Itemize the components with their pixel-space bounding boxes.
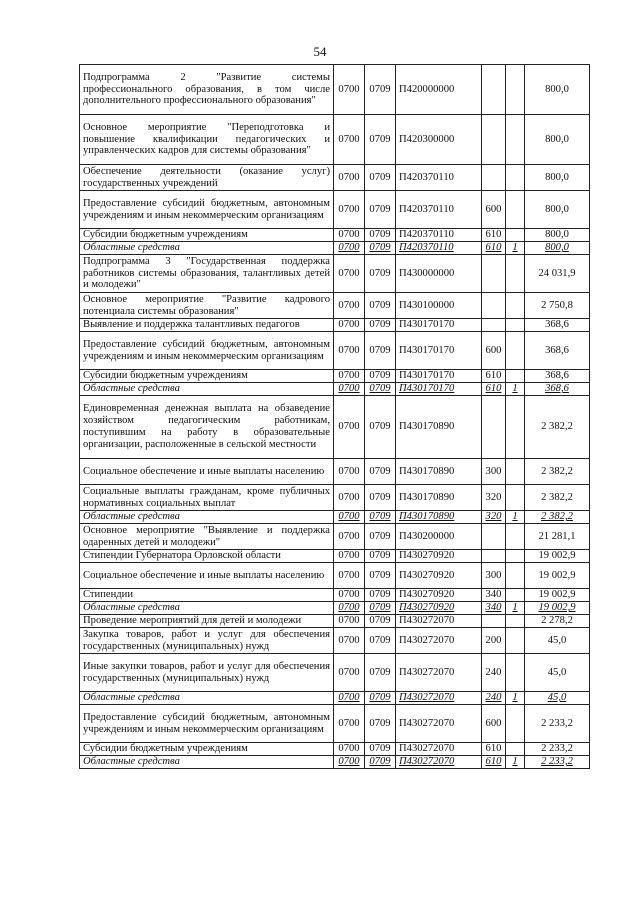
row-target-code-cell: П430272070 [396,615,482,628]
table-row [80,550,590,563]
table-row [80,615,590,628]
row-source-cell [506,743,525,756]
row-amount-cell: 800,0 [525,229,590,242]
row-expense-type-cell: 610 [482,756,506,769]
row-name-cell: Социальные выплаты гражданам, кроме публичных нормативных социальных выплат [80,485,334,511]
row-subsection-cell: 0709 [365,242,396,255]
row-section-cell: 0700 [334,242,365,255]
row-subsection-cell: 0709 [365,692,396,705]
row-name-cell: Проведение мероприятий для детей и молодежи [80,615,334,628]
row-name-cell: Областные средства [80,692,334,705]
row-name-cell: Подпрограмма 3 "Государственная поддержка работников системы образования, талантливых детей и молодежи" [80,255,334,293]
row-name-cell: Субсидии бюджетным учреждениям [80,229,334,242]
table-row [80,692,590,705]
row-expense-type-cell [482,65,506,115]
row-expense-type-cell: 610 [482,370,506,383]
table-row [80,242,590,255]
row-expense-type-cell: 200 [482,628,506,654]
table-row [80,293,590,319]
row-expense-type-cell: 320 [482,485,506,511]
row-expense-type-cell: 240 [482,692,506,705]
row-target-code-cell: П430270920 [396,550,482,563]
row-source-cell: 1 [506,242,525,255]
row-expense-type-cell: 610 [482,743,506,756]
row-subsection-cell: 0709 [365,332,396,370]
row-target-code-cell: П420370110 [396,191,482,229]
table-row [80,115,590,165]
row-source-cell [506,332,525,370]
row-subsection-cell: 0709 [365,563,396,589]
row-section-cell: 0700 [334,705,365,743]
row-name-cell: Основное мероприятие "Выявление и поддержка одаренных детей и молодежи" [80,524,334,550]
table-row [80,602,590,615]
row-section-cell: 0700 [334,165,365,191]
row-expense-type-cell [482,115,506,165]
row-subsection-cell: 0709 [365,654,396,692]
row-expense-type-cell [482,524,506,550]
row-name-cell: Областные средства [80,511,334,524]
row-source-cell [506,654,525,692]
row-expense-type-cell: 600 [482,332,506,370]
row-target-code-cell: П430272070 [396,705,482,743]
row-expense-type-cell: 240 [482,654,506,692]
row-expense-type-cell: 300 [482,563,506,589]
row-section-cell: 0700 [334,319,365,332]
table-row [80,743,590,756]
row-target-code-cell: П430272070 [396,654,482,692]
row-section-cell: 0700 [334,255,365,293]
row-name-cell: Областные средства [80,242,334,255]
table-row [80,756,590,769]
row-amount-cell: 2 382,2 [525,459,590,485]
row-source-cell [506,396,525,459]
table-row [80,654,590,692]
row-subsection-cell: 0709 [365,293,396,319]
row-subsection-cell: 0709 [365,370,396,383]
budget-table-body [80,65,590,769]
row-source-cell [506,485,525,511]
row-name-cell: Предоставление субсидий бюджетным, автономным учреждениям и иным некоммерческим организациям [80,705,334,743]
row-section-cell: 0700 [334,65,365,115]
row-expense-type-cell: 340 [482,602,506,615]
row-amount-cell: 800,0 [525,242,590,255]
row-subsection-cell: 0709 [365,756,396,769]
row-amount-cell: 19 002,9 [525,550,590,563]
row-source-cell: 1 [506,692,525,705]
row-section-cell: 0700 [334,589,365,602]
row-name-cell: Стипендии Губернатора Орловской области [80,550,334,563]
row-source-cell [506,319,525,332]
row-section-cell: 0700 [334,396,365,459]
row-expense-type-cell [482,165,506,191]
row-amount-cell: 45,0 [525,628,590,654]
table-row [80,370,590,383]
row-target-code-cell: П420370110 [396,229,482,242]
row-expense-type-cell [482,293,506,319]
row-subsection-cell: 0709 [365,705,396,743]
row-source-cell: 1 [506,756,525,769]
row-expense-type-cell [482,615,506,628]
row-subsection-cell: 0709 [365,743,396,756]
row-target-code-cell: П420300000 [396,115,482,165]
row-source-cell: 1 [506,383,525,396]
row-name-cell: Субсидии бюджетным учреждениям [80,743,334,756]
row-target-code-cell: П430170890 [396,485,482,511]
row-source-cell [506,589,525,602]
row-amount-cell: 2 382,2 [525,485,590,511]
row-amount-cell: 19 002,9 [525,563,590,589]
table-row [80,459,590,485]
table-row [80,332,590,370]
row-subsection-cell: 0709 [365,602,396,615]
row-amount-cell: 2 278,2 [525,615,590,628]
row-subsection-cell: 0709 [365,550,396,563]
row-amount-cell: 368,6 [525,319,590,332]
row-section-cell: 0700 [334,628,365,654]
row-expense-type-cell: 600 [482,705,506,743]
row-section-cell: 0700 [334,383,365,396]
table-row [80,589,590,602]
table-row [80,485,590,511]
row-target-code-cell: П430272070 [396,756,482,769]
budget-table [79,64,590,769]
row-target-code-cell: П420000000 [396,65,482,115]
table-row [80,229,590,242]
row-expense-type-cell: 320 [482,511,506,524]
page-number: 54 [313,44,327,59]
row-expense-type-cell: 610 [482,383,506,396]
row-section-cell: 0700 [334,511,365,524]
row-subsection-cell: 0709 [365,255,396,293]
row-amount-cell: 800,0 [525,165,590,191]
row-section-cell: 0700 [334,524,365,550]
row-name-cell: Предоставление субсидий бюджетным, автономным учреждениям и иным некоммерческим организациям [80,191,334,229]
row-source-cell [506,615,525,628]
row-subsection-cell: 0709 [365,628,396,654]
row-name-cell: Областные средства [80,756,334,769]
row-name-cell: Субсидии бюджетным учреждениям [80,370,334,383]
row-name-cell: Обеспечение деятельности (оказание услуг) государственных учреждений [80,165,334,191]
row-source-cell [506,229,525,242]
row-section-cell: 0700 [334,293,365,319]
table-row [80,524,590,550]
row-target-code-cell: П430170170 [396,370,482,383]
row-subsection-cell: 0709 [365,229,396,242]
row-source-cell [506,705,525,743]
row-subsection-cell: 0709 [365,485,396,511]
row-section-cell: 0700 [334,332,365,370]
row-expense-type-cell: 300 [482,459,506,485]
row-amount-cell: 2 233,2 [525,756,590,769]
row-target-code-cell: П430270920 [396,589,482,602]
table-row [80,165,590,191]
row-expense-type-cell: 610 [482,229,506,242]
row-expense-type-cell [482,550,506,563]
table-row [80,705,590,743]
row-name-cell: Областные средства [80,602,334,615]
row-target-code-cell: П430272070 [396,692,482,705]
row-section-cell: 0700 [334,191,365,229]
row-section-cell: 0700 [334,115,365,165]
row-target-code-cell: П430170170 [396,383,482,396]
row-amount-cell: 2 233,2 [525,743,590,756]
row-name-cell: Социальное обеспечение и иные выплаты населению [80,563,334,589]
row-amount-cell: 368,6 [525,370,590,383]
row-source-cell [506,293,525,319]
row-subsection-cell: 0709 [365,615,396,628]
row-target-code-cell: П420370110 [396,165,482,191]
row-source-cell: 1 [506,602,525,615]
row-target-code-cell: П430270920 [396,563,482,589]
table-row [80,628,590,654]
row-target-code-cell: П420370110 [396,242,482,255]
row-subsection-cell: 0709 [365,165,396,191]
row-target-code-cell: П430272070 [396,743,482,756]
row-section-cell: 0700 [334,743,365,756]
row-source-cell [506,524,525,550]
row-target-code-cell: П430170170 [396,319,482,332]
row-amount-cell: 2 382,2 [525,511,590,524]
table-row [80,511,590,524]
table-row [80,563,590,589]
row-subsection-cell: 0709 [365,511,396,524]
row-section-cell: 0700 [334,485,365,511]
row-source-cell: 1 [506,511,525,524]
row-expense-type-cell: 610 [482,242,506,255]
row-subsection-cell: 0709 [365,524,396,550]
row-name-cell: Основное мероприятие "Переподготовка и повышение квалификации педагогических и управленческих кадров для системы образования" [80,115,334,165]
row-name-cell: Иные закупки товаров, работ и услуг для обеспечения государственных (муниципальных) нужд [80,654,334,692]
row-name-cell: Областные средства [80,383,334,396]
row-section-cell: 0700 [334,550,365,563]
table-row [80,319,590,332]
row-subsection-cell: 0709 [365,459,396,485]
row-expense-type-cell [482,319,506,332]
row-expense-type-cell: 340 [482,589,506,602]
row-target-code-cell: П430272070 [396,628,482,654]
row-amount-cell: 45,0 [525,692,590,705]
row-section-cell: 0700 [334,602,365,615]
row-target-code-cell: П430170890 [396,459,482,485]
row-subsection-cell: 0709 [365,115,396,165]
row-section-cell: 0700 [334,229,365,242]
row-amount-cell: 800,0 [525,115,590,165]
row-name-cell: Единовременная денежная выплата на обзаведение хозяйством педагогическим работникам, поступившим на работу в образовательные организации, расположенные в сельской местности [80,396,334,459]
row-target-code-cell: П430170170 [396,332,482,370]
row-section-cell: 0700 [334,654,365,692]
row-amount-cell: 2 233,2 [525,705,590,743]
row-source-cell [506,370,525,383]
table-row [80,65,590,115]
row-target-code-cell: П430200000 [396,524,482,550]
row-section-cell: 0700 [334,692,365,705]
row-name-cell: Выявление и поддержка талантливых педагогов [80,319,334,332]
row-amount-cell: 2 382,2 [525,396,590,459]
row-target-code-cell: П430100000 [396,293,482,319]
row-subsection-cell: 0709 [365,589,396,602]
row-amount-cell: 2 750,8 [525,293,590,319]
row-name-cell: Закупка товаров, работ и услуг для обеспечения государственных (муниципальных) нужд [80,628,334,654]
row-subsection-cell: 0709 [365,383,396,396]
row-source-cell [506,165,525,191]
row-name-cell: Социальное обеспечение и иные выплаты населению [80,459,334,485]
row-name-cell: Стипендии [80,589,334,602]
row-expense-type-cell: 600 [482,191,506,229]
row-source-cell [506,255,525,293]
row-section-cell: 0700 [334,615,365,628]
row-source-cell [506,191,525,229]
row-name-cell: Основное мероприятие "Развитие кадрового потенциала системы образования" [80,293,334,319]
row-amount-cell: 19 002,9 [525,602,590,615]
row-amount-cell: 800,0 [525,65,590,115]
row-source-cell [506,459,525,485]
row-amount-cell: 368,6 [525,383,590,396]
row-amount-cell: 21 281,1 [525,524,590,550]
row-amount-cell: 19 002,9 [525,589,590,602]
row-source-cell [506,115,525,165]
row-section-cell: 0700 [334,459,365,485]
row-expense-type-cell [482,396,506,459]
row-amount-cell: 368,6 [525,332,590,370]
row-source-cell [506,628,525,654]
row-subsection-cell: 0709 [365,65,396,115]
row-target-code-cell: П430270920 [396,602,482,615]
row-subsection-cell: 0709 [365,191,396,229]
row-name-cell: Предоставление субсидий бюджетным, автономным учреждениям и иным некоммерческим организациям [80,332,334,370]
row-amount-cell: 45,0 [525,654,590,692]
row-target-code-cell: П430170890 [396,511,482,524]
row-source-cell [506,563,525,589]
row-source-cell [506,550,525,563]
row-name-cell: Подпрограмма 2 "Развитие системы профессионального образования, в том числе дополнительного профессионального образования" [80,65,334,115]
table-row [80,255,590,293]
row-amount-cell: 24 031,9 [525,255,590,293]
row-section-cell: 0700 [334,370,365,383]
row-subsection-cell: 0709 [365,396,396,459]
row-section-cell: 0700 [334,756,365,769]
row-target-code-cell: П430000000 [396,255,482,293]
table-row [80,383,590,396]
table-row [80,191,590,229]
row-source-cell [506,65,525,115]
row-amount-cell: 800,0 [525,191,590,229]
table-row [80,396,590,459]
row-subsection-cell: 0709 [365,319,396,332]
row-target-code-cell: П430170890 [396,396,482,459]
row-section-cell: 0700 [334,563,365,589]
row-expense-type-cell [482,255,506,293]
